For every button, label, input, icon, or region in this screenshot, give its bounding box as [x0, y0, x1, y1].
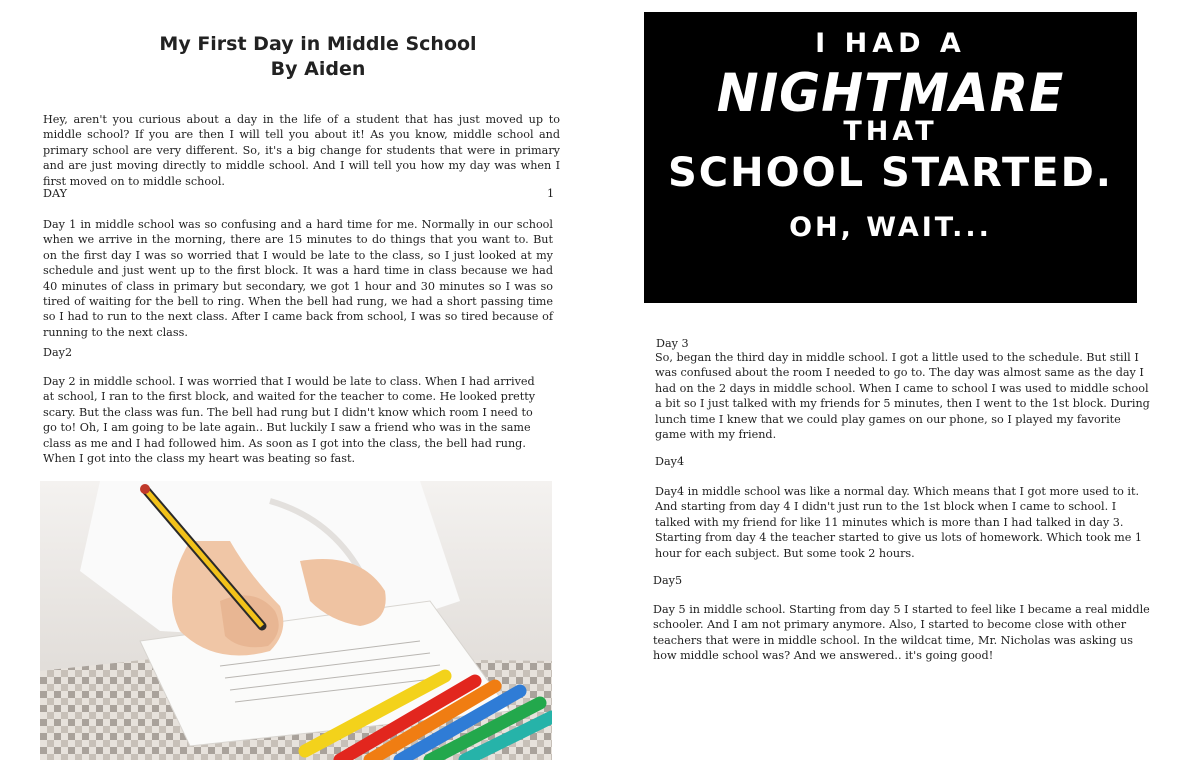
intro-paragraph: Hey, aren't you curious about a day in the life of a student that has just moved up to middle school? If you are then I will tell you about it! As you know, middle school and primary school are very different. So, it's a big change for students that were in primary and are just moving directly to middle school. And I will tell you how my day was when I first moved on to middle school. — [43, 113, 560, 188]
day4-paragraph: Day4 in middle school was like a normal day. Which means that I got more used to it. And starting from day 4 I didn't just run to the 1st block when I came to school. I talked with my friend for like 11 minutes which is more than I had talked in day 3. Starting from day 4 the teacher started to give us lots of homework. Which took me 1 hour for each subject. But some took 2 hours. — [655, 485, 1142, 560]
day1-label-number: 1 — [547, 187, 555, 200]
child-writing-photo — [40, 481, 552, 760]
title-line: My First Day in Middle School — [159, 33, 477, 55]
nightmare-poster — [644, 12, 1137, 303]
poster-line-2: NIGHTMARE — [716, 62, 1065, 124]
poster-line-3: THAT — [843, 116, 938, 147]
poster-line-4: SCHOOL STARTED. — [667, 150, 1114, 196]
day3-paragraph: So, began the third day in middle school. I got a little used to the schedule. But still I was confused about the room I needed to go to. The day was almost same as the day I had on the 2 days in middle school. When I came to school I was used to middle school a bit so I just talked with my friends for 5 minutes, then I went to the 1st block. During lunch time I knew that we could play games on our phone, so I played my favorite game with my friend. — [655, 351, 1150, 442]
poster-line-5: OH, WAIT... — [789, 212, 992, 243]
article-title — [40, 32, 596, 82]
day4-label: Day4 — [655, 455, 685, 468]
day1-label: DAY — [43, 187, 67, 200]
day2-label: Day2 — [43, 346, 73, 359]
day5-paragraph: Day 5 in middle school. Starting from day 5 I started to feel like I became a real middle schooler. And I am not primary anymore. Also, I started to become close with other teachers that were in middle school. In the wildcat time, Mr. Nicholas was asking us how middle school was? And we answered.. it's going good! — [653, 603, 1150, 663]
day2-paragraph: Day 2 in middle school. I was worried that I would be late to class. When I had arrived at school, I ran to the first block, and waited for the teacher to come. He looked pretty scary. But the class was fun. The bell had rung but I didn't know which room I need to go to! Oh, I am going to be late again.. But luckily I saw a friend who was in the same class as me and I had followed him. As soon as I got into the class, the bell had rung. When I got into the class my heart was beating so fast. — [43, 375, 536, 466]
day1-paragraph: Day 1 in middle school was so confusing and a hard time for me. Normally in our school when we arrive in the morning, there are 15 minutes to do things that you want to. But on the first day I was so worried that I would be late to the class, so I just looked at my schedule and just went up to the first block. It was a hard time in class because we had 40 minutes of class in primary but secondary, we got 1 hour and 30 minutes so I was so tired of waiting for the bell to ring. When the bell had rung, we had a short passing time so I had to run to the next class. After I came back from school, I was so tired because of running to the next class. — [43, 218, 553, 339]
day5-label: Day5 — [653, 574, 683, 587]
day3-label: Day 3 — [656, 337, 689, 350]
poster-line-1: I HAD A — [815, 28, 966, 59]
author-line: By Aiden — [270, 58, 366, 80]
